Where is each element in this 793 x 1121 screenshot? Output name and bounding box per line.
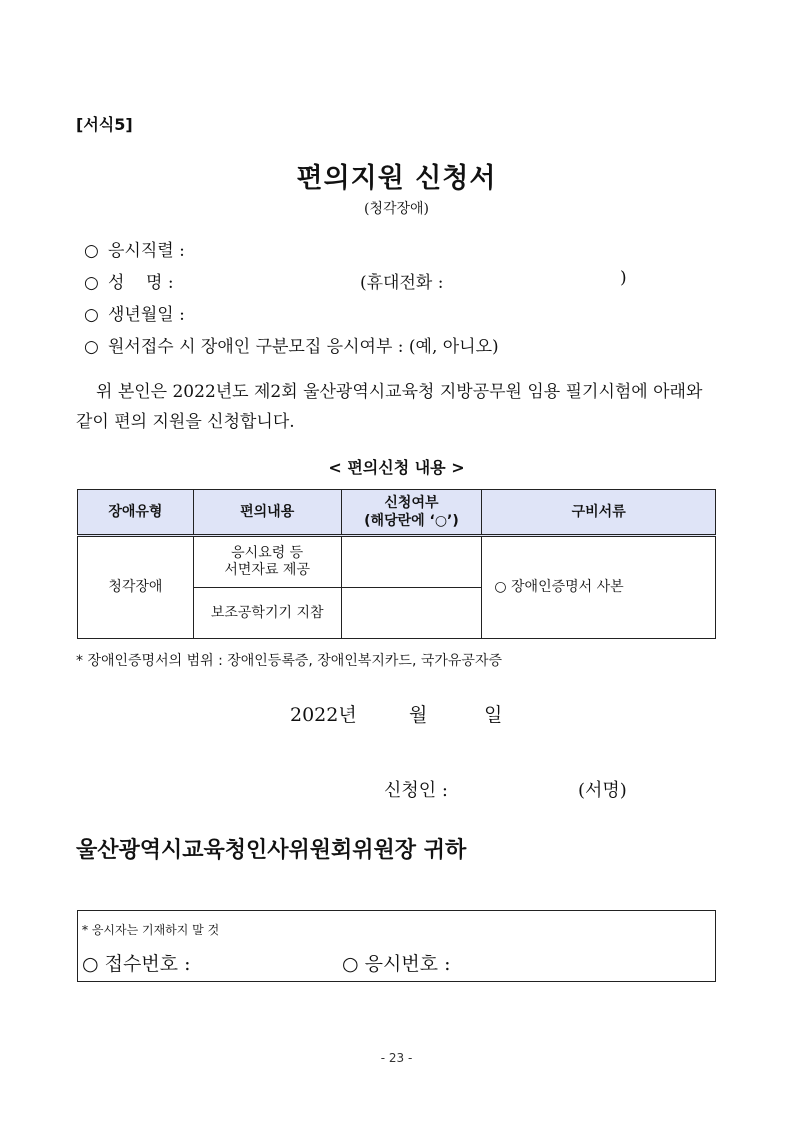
name-row [84, 268, 174, 293]
certificate-note: * 장애인증명서의 범위 : 장애인등록증, 장애인복지카드, 국가유공자증 [76, 653, 502, 669]
disability-type-cell: 청각장애 [78, 536, 194, 639]
table-row [78, 536, 716, 588]
signature-label: (서명) [578, 780, 627, 801]
birthdate-label: 생년월일 : [108, 305, 185, 325]
docs-cell: ○ 장애인증명서 사본 [482, 536, 716, 639]
header-apply: 신청여부 (해당란에 ‘○’) [341, 490, 482, 536]
header-docs: 구비서류 [482, 490, 716, 536]
office-use-note: * 응시자는 기재하지 말 것 [82, 923, 220, 937]
application-paragraph: 위 본인은 2022년도 제2회 울산광역시교육청 지방공무원 임용 필기시험에 아래와 같이 편의 지원을 신청합니다. [76, 382, 703, 432]
support-request-table [77, 489, 716, 639]
document-title: 편의지원 신청서 [296, 163, 497, 194]
circle-bullet-icon: ○ [84, 337, 99, 357]
content-cell: 보조공학기기 지참 [193, 588, 341, 639]
exam-field-row [84, 236, 185, 261]
name-label: 성 명 : [108, 273, 174, 293]
circle-bullet-icon: ○ [84, 241, 99, 261]
header-content: 편의내용 [193, 490, 341, 536]
disabled-recruit-label: 원서접수 시 장애인 구분모집 응시여부 : (예, 아니오) [108, 337, 499, 357]
phone-close: ) [620, 268, 627, 288]
content-cell: 응시요령 등 서면자료 제공 [193, 536, 341, 588]
applicant-label: 신청인 : [384, 780, 448, 801]
recipient-line: 울산광역시교육청인사위원회위원장 귀하 [76, 838, 467, 863]
birthdate-row [84, 300, 185, 325]
document-subtitle: (청각장애) [363, 201, 430, 217]
disabled-recruit-row [84, 332, 499, 357]
office-use-box [77, 910, 716, 982]
page-number: - 23 - [380, 1051, 413, 1065]
form-code: [서식5] [76, 115, 133, 134]
date-month: 월 [409, 704, 428, 726]
apply-cell[interactable] [341, 588, 482, 639]
date-year: 2022년 [290, 704, 357, 726]
table-header-row [78, 490, 716, 536]
circle-bullet-icon: ○ [84, 305, 99, 325]
receipt-number-field: ○ 접수번호 : [82, 953, 191, 975]
exam-number-field: ○ 응시번호 : [342, 953, 451, 975]
phone-label: (휴대전화 : [360, 273, 444, 293]
exam-field-label: 응시직렬 : [108, 241, 185, 261]
section-title: < 편의신청 내용 > [328, 458, 465, 477]
header-type: 장애유형 [78, 490, 194, 536]
date-day: 일 [484, 704, 503, 726]
circle-bullet-icon: ○ [84, 273, 99, 293]
apply-cell[interactable] [341, 536, 482, 588]
